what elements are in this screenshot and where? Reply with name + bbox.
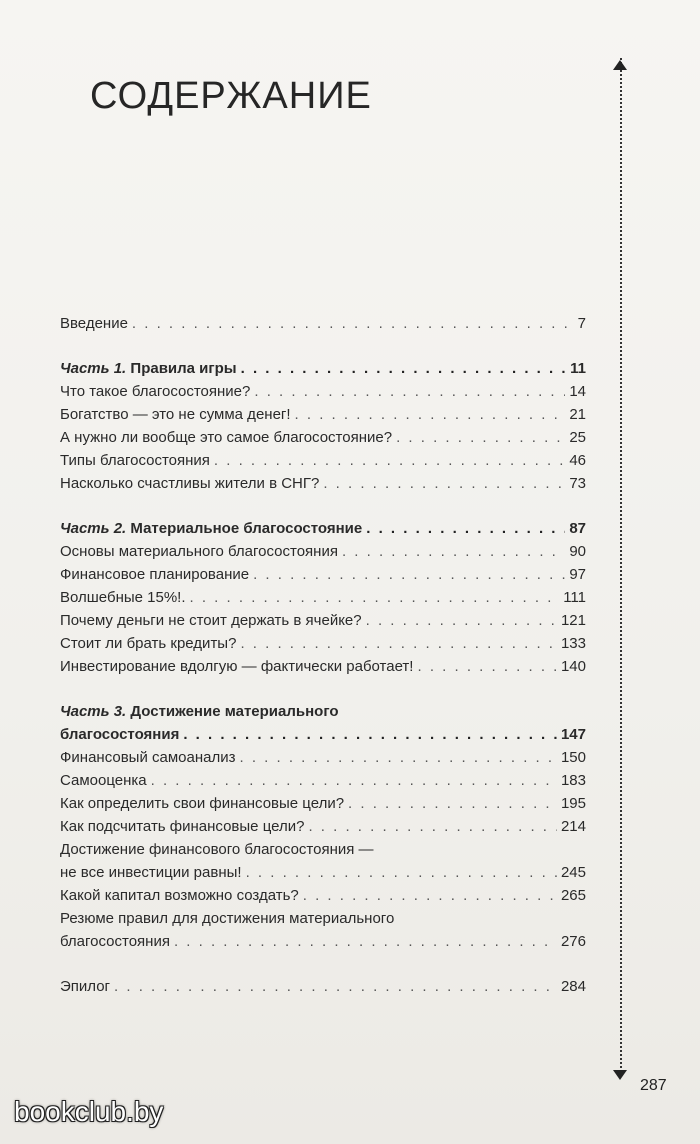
dot-leader [132,312,574,335]
toc-entry[interactable] [60,472,586,495]
toc-entry-page: 7 [577,315,586,332]
dot-leader [174,930,557,953]
dot-leader [114,975,557,998]
toc-entry-label: Как подсчитать финансовые цели? [60,818,305,835]
toc-entry-page: 90 [569,543,586,560]
toc-entry-page: 265 [560,887,586,904]
dot-leader [323,472,565,495]
toc-entry-label: Как определить свои финансовые цели? [60,795,345,812]
toc-entry-page: 195 [560,795,586,812]
dot-leader [254,380,565,403]
toc-entry-page: 214 [560,818,586,835]
part-title-line2: благосостояния [60,726,180,743]
toc-entry-page: 121 [560,612,586,629]
toc-entry-epilogue[interactable] [60,975,586,998]
part-page: 147 [560,726,586,743]
part-number: Часть 1. [60,360,127,377]
part-title: Материальное благосостояние [130,520,363,537]
toc-entry-label: Богатство — это не сумма денег! [60,406,291,423]
dot-leader [348,792,557,815]
part-page: 87 [569,520,586,537]
dot-leader [246,861,557,884]
toc-entry-label: Какой капитал возможно создать? [60,887,299,904]
toc-entry[interactable] [60,426,586,449]
toc-entry-label-line2: благосостояния [60,933,170,950]
toc-entry-intro[interactable] [60,312,586,335]
toc-entry[interactable] [60,655,586,678]
toc-entry-page: 97 [569,566,586,583]
page-title: СОДЕРЖАНИЕ [90,75,372,118]
toc-entry-page: 14 [569,383,586,400]
toc-entry-page: 133 [560,635,586,652]
toc-entry-label: Насколько счастливы жители в СНГ? [60,475,320,492]
toc-entry-label-line2: не все инвестиции равны! [60,864,242,881]
toc-entry-page: 25 [569,429,586,446]
toc-entry-page: 46 [569,452,586,469]
scroll-line [620,58,622,1068]
dot-leader [183,723,557,746]
toc-entry[interactable] [60,586,586,609]
dot-leader [396,426,565,449]
toc-entry-page: 73 [569,475,586,492]
toc-entry-label: Основы материального благосостояния [60,543,338,560]
toc-part-3[interactable] [60,700,586,746]
table-of-contents [60,312,586,998]
page-number: 287 [640,1077,667,1094]
toc-entry[interactable] [60,815,586,838]
arrow-up-icon [613,60,627,70]
part-number: Часть 2. [60,520,127,537]
toc-entry[interactable] [60,380,586,403]
dot-leader [308,815,557,838]
dot-leader [417,655,556,678]
toc-entry[interactable] [60,563,586,586]
toc-entry[interactable] [60,403,586,426]
dot-leader [241,357,567,380]
toc-entry-multiline[interactable] [60,838,586,884]
part-number: Часть 3. [60,703,127,720]
toc-entry[interactable] [60,884,586,907]
toc-entry-page: 21 [569,406,586,423]
part-page: 11 [570,360,586,377]
toc-entry-label: Что такое благосостояние? [60,383,251,400]
toc-part-2[interactable] [60,517,586,540]
toc-entry-label: Стоит ли брать кредиты? [60,635,237,652]
toc-entry[interactable] [60,746,586,769]
toc-entry-label: Эпилог [60,978,111,995]
toc-entry-label: Финансовое планирование [60,566,250,583]
toc-entry-label-line1: Достижение финансового благосостояния — [60,841,374,858]
toc-entry-label: Инвестирование вдолгую — фактически работает! [60,658,414,675]
toc-entry-label-line1: Резюме правил для достижения материального [60,910,395,927]
dot-leader [295,403,566,426]
dot-leader [240,632,557,655]
toc-entry-page: 276 [560,933,586,950]
toc-entry-page: 140 [560,658,586,675]
toc-entry-page: 183 [560,772,586,789]
part-title: Правила игры [130,360,237,377]
toc-entry-label: Типы благосостояния [60,452,210,469]
toc-entry-page: 111 [563,589,586,606]
toc-entry[interactable] [60,449,586,472]
toc-entry[interactable] [60,769,586,792]
toc-entry[interactable] [60,792,586,815]
dot-leader [366,609,557,632]
toc-entry-label: Самооценка [60,772,147,789]
toc-entry-label: Почему деньги не стоит держать в ячейке? [60,612,362,629]
toc-entry[interactable] [60,540,586,563]
dot-leader [303,884,557,907]
dot-leader [342,540,565,563]
toc-entry-label: А нужно ли вообще это самое благосостояние? [60,429,393,446]
dot-leader [190,586,560,609]
toc-entry[interactable] [60,609,586,632]
dot-leader [214,449,565,472]
toc-entry-page: 245 [560,864,586,881]
dot-leader [253,563,565,586]
toc-entry-label: Введение [60,315,128,332]
toc-entry-label: Волшебные 15%!. [60,589,186,606]
arrow-down-icon [613,1070,627,1080]
watermark-logo: bookclub.by [14,1096,164,1127]
dot-leader [151,769,557,792]
dot-leader [366,517,565,540]
toc-entry-page: 150 [560,749,586,766]
part-title-line1: Достижение материального [130,703,339,720]
toc-entry-multiline[interactable] [60,907,586,953]
toc-entry[interactable] [60,632,586,655]
toc-part-1[interactable] [60,357,586,380]
dot-leader [239,746,556,769]
toc-entry-label: Финансовый самоанализ [60,749,236,766]
toc-entry-page: 284 [560,978,586,995]
